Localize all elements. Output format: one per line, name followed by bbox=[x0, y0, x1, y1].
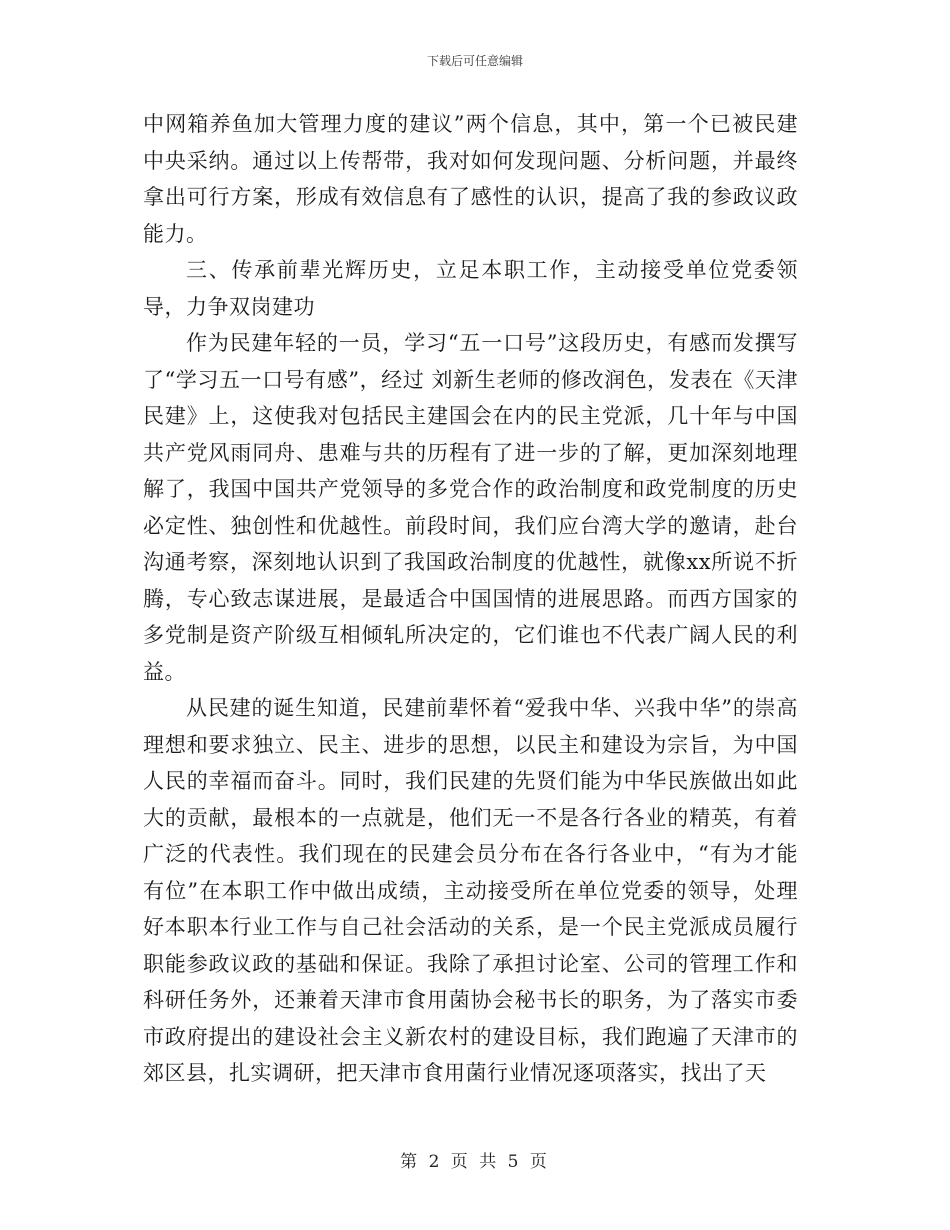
page-header: 下载后可任意编辑 bbox=[426, 54, 523, 68]
document-body bbox=[143, 106, 798, 1092]
paragraph-1: 中网箱养鱼加大管理力度的建议”两个信息，其中，第一个已被民建中央采纳。通过以上传帮带，我对如何发现问题、分析问题，并最终拿出可行方案，形成有效信息有了感性的认识，提高了我的参政议政能力。 bbox=[143, 112, 798, 246]
section-heading-3: 三、传承前辈光辉历史，立足本职工作，主动接受单位党委领导，力争双岗建功 bbox=[143, 258, 798, 319]
paragraph-2: 作为民建年轻的一员，学习“五一口号”这段历史，有感而发撰写了“学习五一口号有感”，经过 刘新生老师的修改润色，发表在《天津民建》上，这使我对包括民主建国会在内的民主党派，几十年与中国共产党风雨同舟、患难与共的历程有了进一步的了解，更加深刻地理解了，我国中国共产党领导的多党合作的政治制度和政党制度的历史必定性、独创性和优越性。前段时间，我们应台湾大学的邀请，赴台沟通考察，深刻地认识到了我国政治制度的优越性，就像xx所说不折腾，专心致志谋进展，是最适合中国国情的进展思路。而西方国家的多党制是资产阶级互相倾轧所决定的，它们谁也不代表广阔人民的利益。 bbox=[143, 331, 798, 684]
paragraph-3: 从民建的诞生知道，民建前辈怀着“爱我中华、兴我中华”的崇高理想和要求独立、民主、进步的思想，以民主和建设为宗旨，为中国人民的幸福而奋斗。同时，我们民建的先贤们能为中华民族做出如此大的贡献，最根本的一点就是，他们无一不是各行各业的精英，有着广泛的代表性。我们现在的民建会员分布在各行各业中，“有为才能有位”在本职工作中做出成绩，主动接受所在单位党委的领导，处理好本职本行业工作与自己社会活动的关系，是一个民主党派成员履行职能参政议政的基础和保证。我除了承担讨论室、公司的管理工作和科研任务外，还兼着天津市食用菌协会秘书长的职务，为了落实市委市政府提出的建设社会主义新农村的建设目标，我们跑遍了天津市的郊区县，扎实调研，把天津市食用菌行业情况逐项落实，找出了天 bbox=[143, 696, 798, 1085]
page-number-footer: 第 2 页 共 5 页 bbox=[400, 1152, 550, 1172]
